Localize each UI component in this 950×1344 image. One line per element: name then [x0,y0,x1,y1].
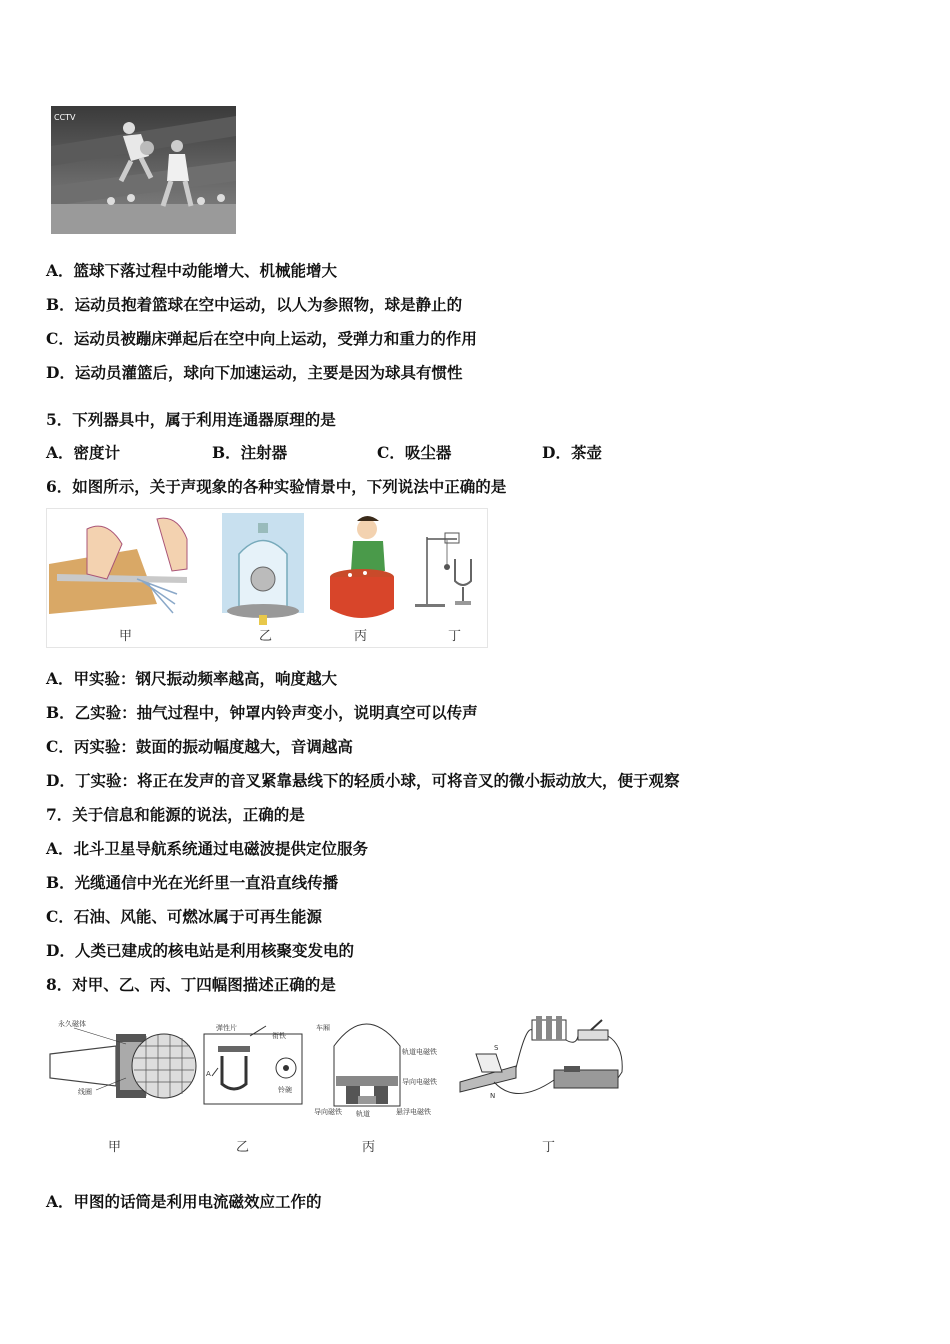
q4-option-c: C．运动员被蹦床弹起后在空中向上运动，受弹力和重力的作用 [46,329,477,348]
q5-option-d: D．茶壶 [542,443,602,462]
q5-option-c: C．吸尘器 [377,443,452,462]
svg-text:永久磁体: 永久磁体 [58,1020,86,1028]
q6-stem: 6．如图所示，关于声现象的各种实验情景中，下列说法中正确的是 [46,477,507,496]
q6-label-yi: 乙 [259,629,273,644]
svg-text:悬浮电磁铁: 悬浮电磁铁 [396,1108,431,1116]
svg-text:车厢: 车厢 [316,1024,330,1032]
q4-photo [51,106,236,234]
svg-text:轨道: 轨道 [356,1110,370,1118]
svg-text:N: N [490,1092,496,1100]
q8-fig-yi-electric-bell [204,1023,302,1104]
q6-option-b: B．乙实验：抽气过程中，钟罩内铃声变小，说明真空可以传声 [46,703,478,722]
q8-label-yi: 乙 [236,1140,250,1155]
q4-option-a: A．篮球下落过程中动能增大、机械能增大 [46,261,338,280]
cctv-watermark: CCTV [54,113,76,122]
q8-option-a: A．甲图的话筒是利用电流磁效应工作的 [46,1192,322,1211]
q6-figure [46,508,488,648]
q7-option-c: C．石油、风能、可燃冰属于可再生能源 [46,907,322,926]
q6-fig-ding-tuning-fork [415,533,471,607]
q6-option-a: A．甲实验：钢尺振动频率越高，响度越大 [46,669,338,688]
q7-stem: 7．关于信息和能源的说法，正确的是 [46,805,305,824]
q8-stem: 8．对甲、乙、丙、丁四幅图描述正确的是 [46,975,336,994]
q6-fig-bing-drum [330,516,394,618]
q8-fig-ding-circuit [460,1016,622,1100]
svg-text:铃碗: 铃碗 [278,1086,292,1094]
q5-stem: 5．下列器具中，属于利用连通器原理的是 [46,410,336,429]
svg-text:导向电磁铁: 导向电磁铁 [402,1078,437,1086]
q8-label-ding: 丁 [542,1140,556,1155]
q6-option-d: D．丁实验：将正在发声的音叉紧靠悬线下的轻质小球，可将音叉的微小振动放大，便于观察 [46,771,680,790]
q6-label-ding: 丁 [448,629,462,644]
q6-option-c: C．丙实验：鼓面的振动幅度越大，音调越高 [46,737,353,756]
svg-text:线圈: 线圈 [78,1088,92,1096]
q8-figure [46,1006,636,1166]
svg-text:衔铁: 衔铁 [272,1032,286,1040]
q4-option-b: B．运动员抱着篮球在空中运动，以人为参照物，球是静止的 [46,295,463,314]
q7-option-d: D．人类已建成的核电站是利用核聚变发电的 [46,941,354,960]
q8-label-jia: 甲 [108,1140,122,1155]
svg-text:轨道电磁铁: 轨道电磁铁 [402,1048,437,1056]
svg-text:S: S [494,1044,499,1052]
svg-text:弹性片: 弹性片 [216,1024,237,1032]
q6-fig-jia-ruler [49,518,187,614]
q4-option-d: D．运动员灌篮后，球向下加速运动，主要是因为球具有惯性 [46,363,463,382]
q8-fig-jia-microphone [50,1019,196,1098]
q7-option-a: A．北斗卫星导航系统通过电磁波提供定位服务 [46,839,369,858]
q8-fig-bing-maglev [314,1023,437,1118]
q6-fig-yi-bell-jar [222,513,304,625]
q8-label-bing: 丙 [362,1140,376,1155]
q6-label-bing: 丙 [354,629,368,644]
q6-label-jia: 甲 [119,629,133,644]
svg-text:导向磁铁: 导向磁铁 [314,1108,342,1116]
q5-option-a: A．密度计 [46,443,121,462]
q5-option-b: B．注射器 [212,443,288,462]
svg-text:A: A [206,1070,211,1078]
q7-option-b: B．光缆通信中光在光纤里一直沿直线传播 [46,873,339,892]
